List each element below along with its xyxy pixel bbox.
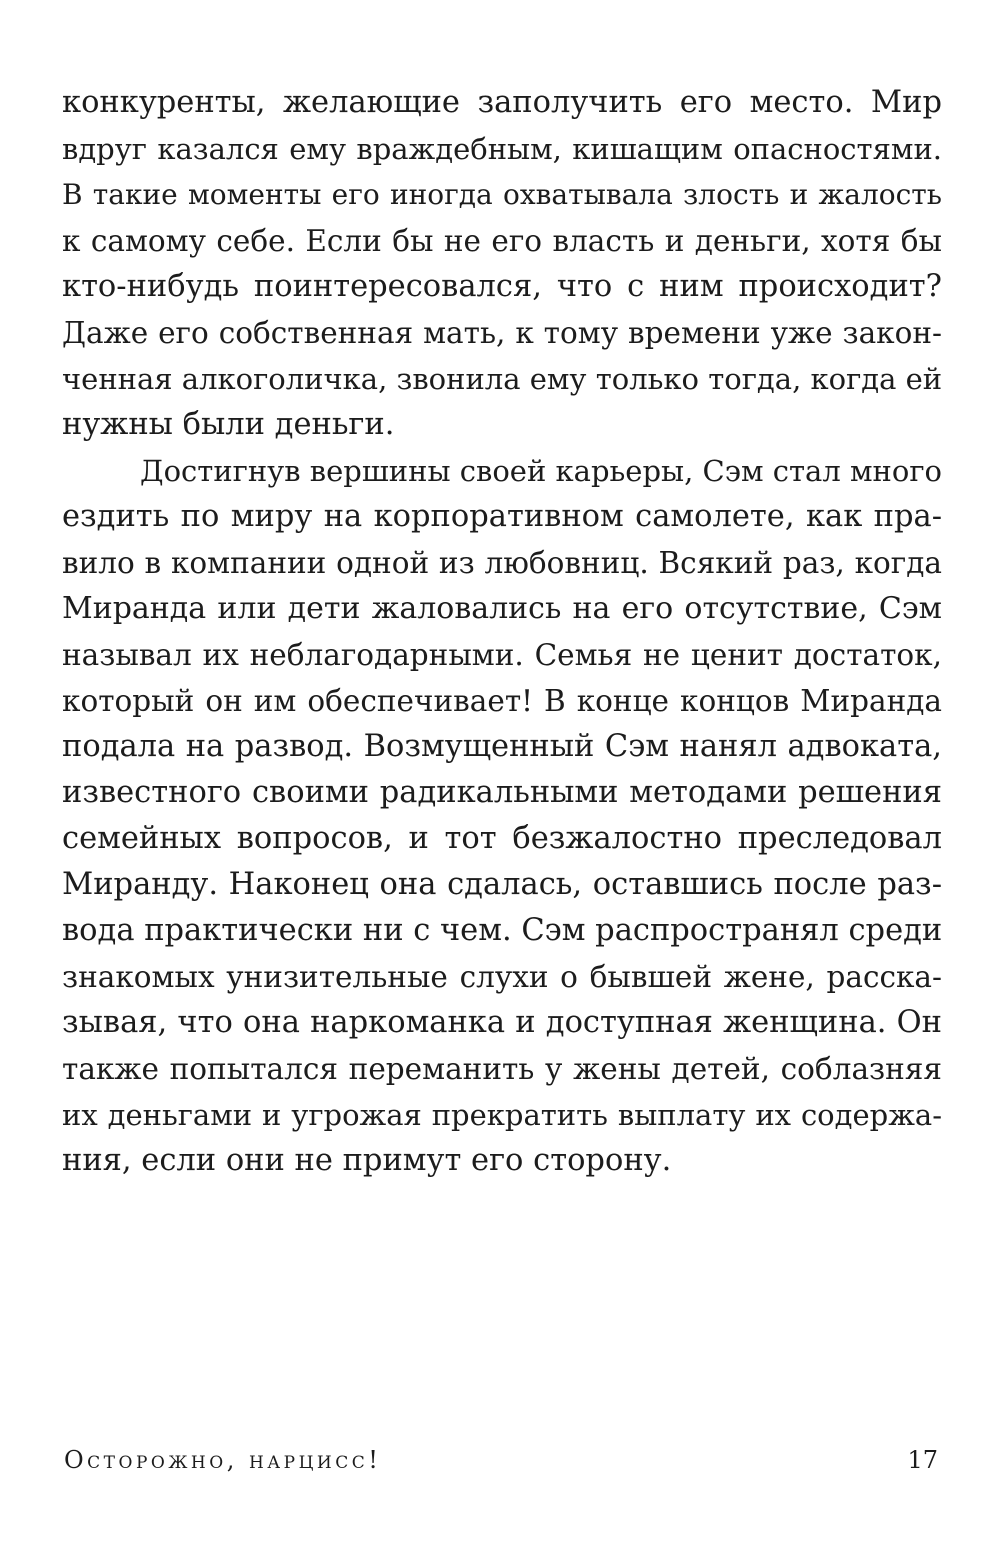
paragraph-2 [62,448,942,1184]
text-line: вода практически ни с чем. Сэм распространял среди [62,913,942,948]
text-line: вдруг казался ему враждебным, кишащим опасностями. [62,132,942,166]
text-line: известного своими радикальными методами решения [62,775,942,810]
text-line: зывая, что она наркоманка и доступная женщина. Он [62,1005,942,1040]
text-line: семейных вопросов, и тот безжалостно преследовал [62,821,942,856]
text-line: их деньгами и угрожая прекратить выплату их содержа- [62,1098,942,1132]
paragraph-1 [62,80,942,448]
text-line: вило в компании одной из любовниц. Всякий раз, когда [62,546,942,580]
text-line: Достигнув вершины своей карьеры, Сэм стал много [140,454,942,488]
text-line: кто-нибудь поинтересовался, что с ним происходит? [62,269,942,304]
text-line: Миранда или дети жаловались на его отсутствие, Сэм [62,591,942,626]
text-line: подала на развод. Возмущенный Сэм нанял адвоката, [62,729,942,764]
page-number: 17 [907,1446,938,1474]
text-line: Даже его собственная мать, к тому времени уже закон- [62,316,942,350]
text-line: к самому себе. Если бы не его власть и деньги, хотя бы [62,224,942,258]
text-line: также попытался переманить у жены детей, соблазняя [62,1052,942,1086]
text-line: ния, если они не примут его сторону. [62,1143,672,1178]
body-text [62,80,942,1184]
running-footer-title: Осторожно, нарцисс! [64,1446,382,1474]
text-line: называл их неблагодарными. Семья не ценит достаток, [62,638,942,672]
text-line: нужны были деньги. [62,407,395,442]
text-line: ченная алкоголичка, звонила ему только тогда, когда ей [62,362,942,396]
text-line: В такие моменты его иногда охватывала злость и жалость [62,178,942,211]
text-line: ездить по миру на корпоративном самолете, как пра- [62,499,942,534]
text-line: знакомых унизительные слухи о бывшей жене, расска- [62,960,942,994]
text-line: Миранду. Наконец она сдалась, оставшись после раз- [62,867,942,902]
text-line: который он им обеспечивает! В конце концов Миранда [62,684,942,718]
text-line: конкуренты, желающие заполучить его место. Мир [62,85,942,120]
